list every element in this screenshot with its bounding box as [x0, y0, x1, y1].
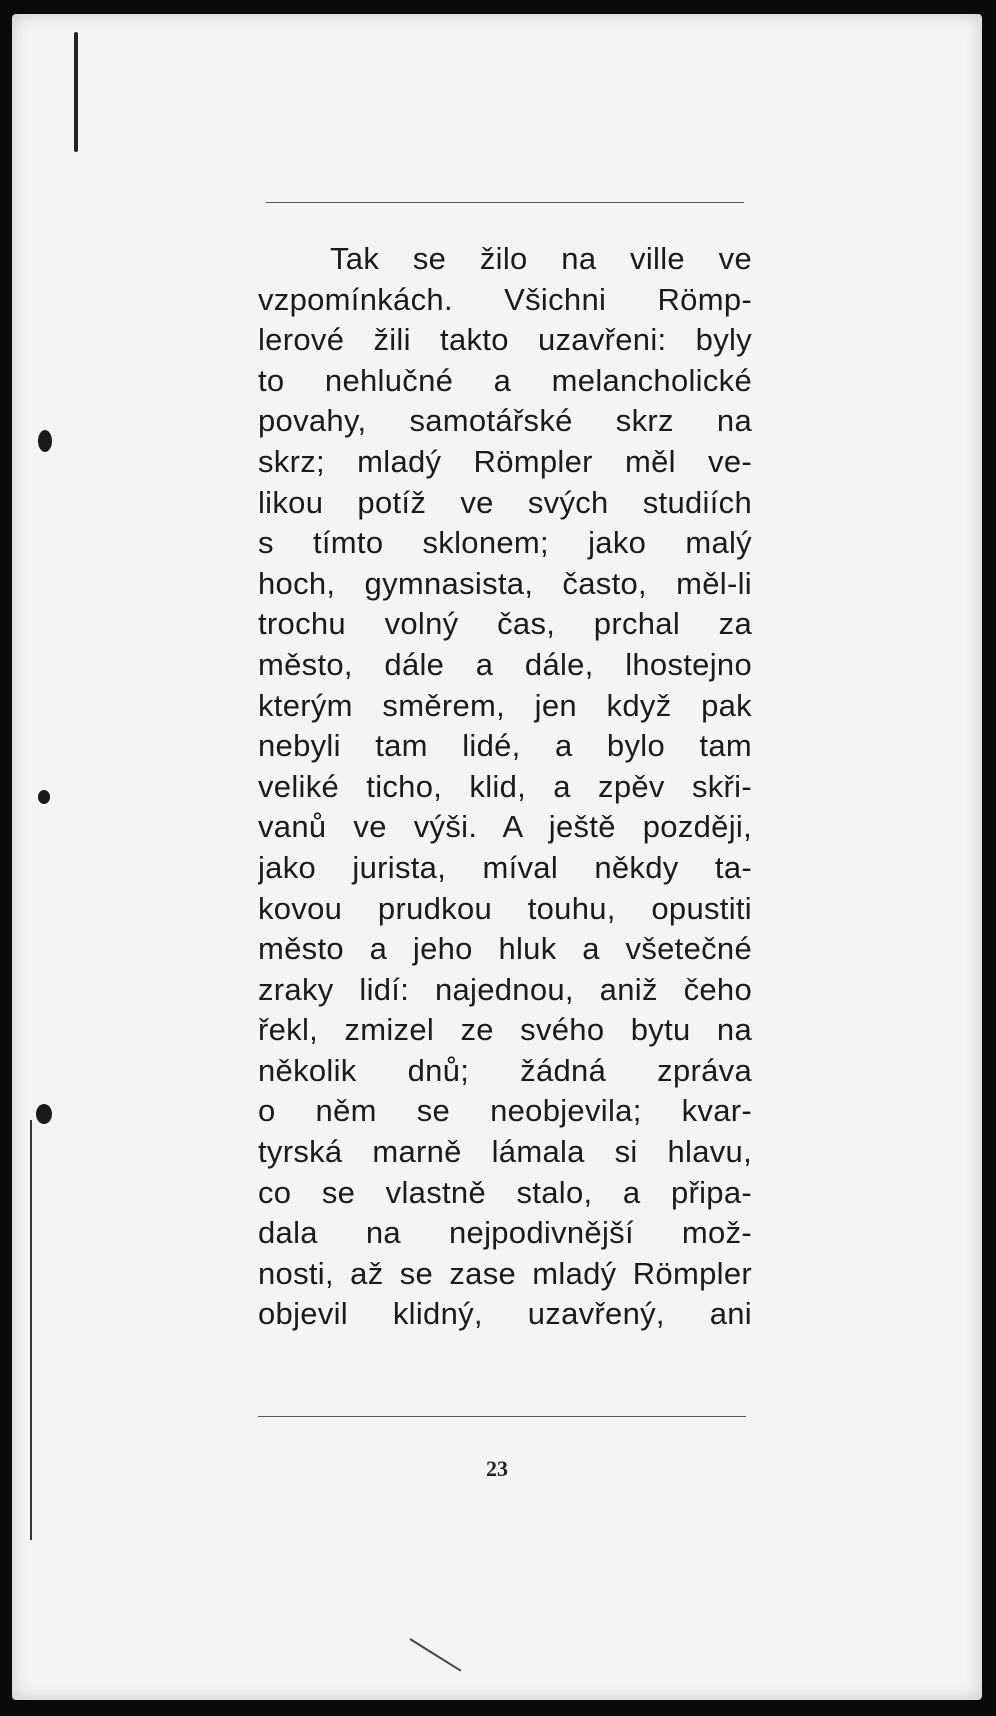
book-page	[12, 14, 982, 1700]
text-line: město, dále a dále, lhostejno	[258, 646, 752, 682]
text-line: s tímto sklonem; jako malý	[258, 525, 752, 561]
text-line: město a jeho hluk a všetečné	[258, 931, 752, 967]
text-line: o něm se neobjevila; kvar-	[258, 1093, 752, 1129]
text-line: to nehlučné a melancholické	[258, 362, 752, 398]
text-line: řekl, zmizel ze svého bytu na	[258, 1012, 752, 1048]
text-line: Tak se žilo na ville ve	[330, 241, 752, 276]
text-line: objevil klidný, uzavřený, ani	[258, 1296, 752, 1332]
text-line: tyrská marně lámala si hlavu,	[258, 1134, 752, 1170]
text-line: vzpomínkách. Všichni Römp-	[258, 281, 752, 317]
header-rule	[266, 202, 744, 203]
footer-rule	[258, 1416, 746, 1417]
text-line: povahy, samotářské skrz na	[258, 403, 752, 439]
text-line: likou potíž ve svých studiích	[258, 484, 752, 520]
ink-blot	[38, 790, 50, 804]
text-line: několik dnů; žádná zpráva	[258, 1052, 752, 1088]
text-line: trochu volný čas, prchal za	[258, 606, 752, 642]
ink-blot	[38, 430, 52, 452]
text-line: dala na nejpodivnější mož-	[258, 1215, 752, 1251]
text-line: co se vlastně stalo, a připa-	[258, 1174, 752, 1210]
text-line: zraky lidí: najednou, aniž čeho	[258, 971, 752, 1007]
text-line: veliké ticho, klid, a zpěv skři-	[258, 768, 752, 804]
text-line: kterým směrem, jen když pak	[258, 687, 752, 723]
text-line: nosti, až se zase mladý Römpler	[258, 1255, 752, 1291]
binding-edge	[74, 32, 78, 152]
page-number: 23	[486, 1456, 508, 1481]
text-line: vanů ve výši. A ještě později,	[258, 809, 752, 845]
text-line: lerové žili takto uzavřeni: byly	[258, 322, 752, 358]
text-line: kovou prudkou touhu, opustiti	[258, 890, 752, 926]
text-line: skrz; mladý Römpler měl ve-	[258, 443, 752, 479]
text-line: nebyli tam lidé, a bylo tam	[258, 728, 752, 764]
body-text	[258, 239, 752, 1335]
pencil-mark	[409, 1638, 461, 1671]
text-line: jako jurista, míval někdy ta-	[258, 849, 752, 885]
text-line: hoch, gymnasista, často, měl-li	[258, 565, 752, 601]
ink-blot	[36, 1104, 52, 1124]
